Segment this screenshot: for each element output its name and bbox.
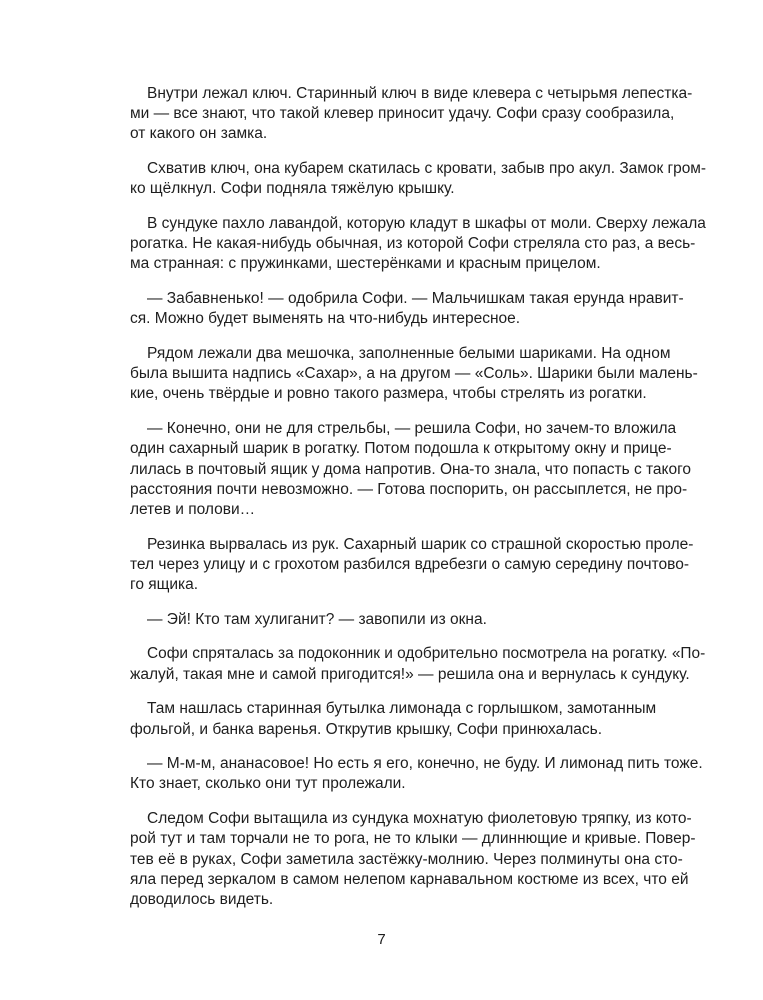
text-line: Схватив ключ, она кубарем скатилась с кровати, забыв про акул. Замок гром- xyxy=(147,160,706,178)
text-line: тев её в руках, Софи заметила застёжку-молнию. Через полминуты она сто- xyxy=(130,850,683,868)
text-line: расстояния почти невозможно. — Готова поспорить, он рассыплется, не про- xyxy=(130,480,688,498)
text-line: го ящика. xyxy=(130,576,199,593)
text-line: фольгой, и банка варенья. Открутив крышку, Софи принюхалась. xyxy=(130,720,603,738)
text-line: ся. Можно будет выменять на что-нибудь интересное. xyxy=(130,310,521,328)
text-line: рой тут и там торчали не то рога, не то клыки — длиннющие и кривые. Повер- xyxy=(130,830,696,848)
text-line: Резинка вырвалась из рук. Сахарный шарик со страшной скоростью проле- xyxy=(147,535,694,553)
text-line: яла перед зеркалом в самом нелепом карнавальном костюме из всех, что ей xyxy=(130,870,689,888)
text-line: Там нашлась старинная бутылка лимонада с горлышком, замотанным xyxy=(147,700,657,718)
text-line: — Конечно, они не для стрельбы, — решила Софи, но зачем-то вложила xyxy=(147,420,677,438)
text-line: Внутри лежал ключ. Старинный ключ в виде клевера с четырьмя лепестка- xyxy=(147,85,693,102)
text-line: жалуй, такая мне и самой пригодится!» — решила она и вернулась к сундуку. xyxy=(130,665,690,683)
text-line: Следом Софи вытащила из сундука мохнатую фиолетовую тряпку, из кото- xyxy=(147,810,692,828)
text-line: ма странная: с пружинками, шестерёнками и красным прицелом. xyxy=(130,255,601,273)
text-line: — М-м-м, ананасовое! Но есть я его, конечно, не буду. И лимонад пить тоже. xyxy=(147,755,703,773)
text-line: Рядом лежали два мешочка, заполненные белыми шариками. На одном xyxy=(147,345,671,362)
text-line: — Забавненько! — одобрила Софи. — Мальчишкам такая ерунда нравит- xyxy=(147,290,684,308)
text-line: тел через улицу и с грохотом разбился вдребезги о самую середину почтово- xyxy=(130,555,689,573)
text-line: один сахарный шарик в рогатку. Потом подошла к открытому окну и прице- xyxy=(130,440,672,458)
text-line: — Эй! Кто там хулиганит? — завопили из окна. xyxy=(147,610,487,628)
text-line: рогатка. Не какая-нибудь обычная, из которой Софи стреляла сто раз, а весь- xyxy=(130,235,696,253)
text-line: доводилось видеть. xyxy=(130,890,274,908)
page-number: 7 xyxy=(377,931,386,948)
text-line: Софи спряталась за подоконник и одобрительно посмотрела на рогатку. «По- xyxy=(147,645,706,663)
text-line: от какого он замка. xyxy=(130,125,268,143)
text-line: ми — все знают, что такой клевер приносит удачу. Софи сразу сообразила, xyxy=(130,105,675,123)
text-line: Кто знает, сколько они тут пролежали. xyxy=(130,775,406,793)
text-line: была вышита надпись «Сахар», а на другом — «Соль». Шарики были малень- xyxy=(130,365,698,383)
text-line: ко щёлкнул. Софи подняла тяжёлую крышку. xyxy=(130,180,455,198)
text-line: лилась в почтовый ящик у дома напротив. Она-то знала, что попасть с такого xyxy=(130,460,692,478)
text-line: кие, очень твёрдые и ровно такого размера, чтобы стрелять из рогатки. xyxy=(130,385,647,403)
text-line: В сундуке пахло лавандой, которую кладут в шкафы от моли. Сверху лежала xyxy=(147,215,706,232)
text-line: летев и полови… xyxy=(130,500,256,518)
